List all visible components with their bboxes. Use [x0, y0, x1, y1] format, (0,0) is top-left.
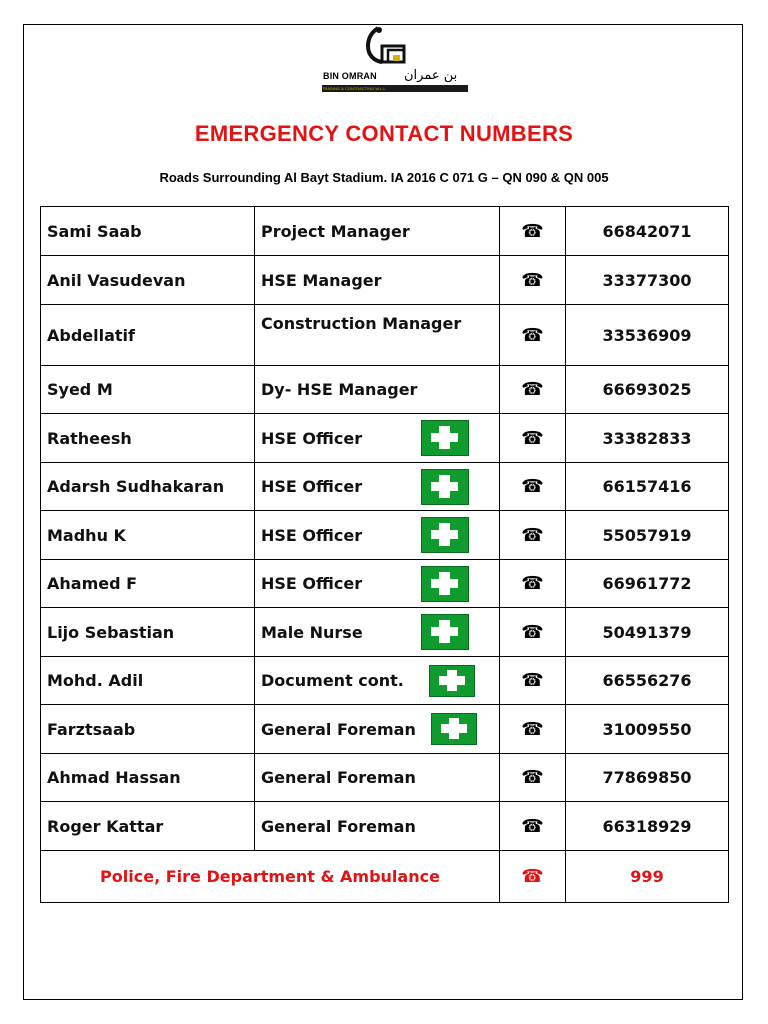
contact-role-text: HSE Officer — [261, 525, 363, 545]
contact-role — [255, 207, 500, 256]
contact-number[interactable]: 66693025 — [566, 366, 729, 414]
phone-icon: ☎ — [521, 476, 544, 497]
table-row — [41, 463, 729, 511]
contact-number[interactable]: 66157416 — [566, 463, 729, 511]
contact-role — [255, 560, 500, 608]
table-row — [41, 802, 729, 851]
contact-role — [255, 366, 500, 414]
phone-icon-cell — [500, 414, 566, 463]
contact-role-text: General Foreman — [261, 719, 416, 739]
phone-icon-cell — [500, 305, 566, 366]
first-aid-icon — [421, 420, 469, 456]
contact-role — [255, 256, 500, 305]
page-subtitle: Roads Surrounding Al Bayt Stadium. IA 2016 C 071 G – QN 090 & QN 005 — [159, 170, 609, 185]
table-row — [41, 511, 729, 560]
page-title: EMERGENCY CONTACT NUMBERS — [194, 121, 574, 146]
contact-name: Ahamed F — [41, 560, 255, 608]
contact-name: Madhu K — [41, 511, 255, 560]
phone-icon-cell — [500, 608, 566, 657]
table-row — [41, 414, 729, 463]
contact-number[interactable]: 66318929 — [566, 802, 729, 851]
contact-role-text: Document cont. — [261, 671, 404, 690]
contact-name: Sami Saab — [41, 207, 255, 256]
company-logo — [318, 24, 470, 98]
phone-icon: ☎ — [521, 524, 544, 546]
contact-name: Abdellatif — [41, 305, 255, 366]
phone-icon: ☎ — [521, 324, 544, 346]
table-row — [41, 560, 729, 608]
contact-role-text: HSE Officer — [261, 428, 363, 448]
contact-number[interactable]: 55057919 — [566, 511, 729, 560]
phone-icon: ☎ — [521, 815, 544, 837]
contact-number[interactable]: 33377300 — [566, 256, 729, 305]
first-aid-icon — [421, 566, 469, 602]
contact-number[interactable]: 33536909 — [566, 305, 729, 366]
contact-name: Syed M — [41, 366, 255, 414]
contact-number[interactable]: 77869850 — [566, 754, 729, 802]
contact-name: Adarsh Sudhakaran — [41, 463, 255, 511]
contact-role-text: Project Manager — [261, 221, 410, 241]
emergency-label: Police, Fire Department & Ambulance — [41, 851, 500, 903]
contact-name: Roger Kattar — [41, 802, 255, 851]
logo-arabic-name: بن عمران — [404, 68, 458, 83]
contact-name: Ratheesh — [41, 414, 255, 463]
contact-role — [255, 754, 500, 802]
contact-role — [255, 414, 500, 463]
phone-icon-cell — [500, 463, 566, 511]
phone-icon-cell — [500, 705, 566, 754]
phone-icon-cell — [500, 657, 566, 705]
contact-name: Ahmad Hassan — [41, 754, 255, 802]
phone-icon-cell — [500, 511, 566, 560]
contact-role — [255, 608, 500, 657]
first-aid-icon — [429, 665, 475, 697]
contact-role-text: General Foreman — [261, 816, 416, 836]
phone-icon-cell — [500, 366, 566, 414]
logo-name: BIN OMRAN — [323, 71, 377, 81]
logo-tagline: TRADING & CONTRACTING W.L.L. — [322, 85, 468, 92]
contact-name: Farztsaab — [41, 705, 255, 754]
phone-icon: ☎ — [521, 269, 544, 291]
phone-icon: ☎ — [521, 866, 544, 887]
phone-icon: ☎ — [521, 670, 544, 691]
table-row — [41, 705, 729, 754]
contact-number[interactable]: 66556276 — [566, 657, 729, 705]
contact-role — [255, 802, 500, 851]
contact-number[interactable]: 66842071 — [566, 207, 729, 256]
contact-role — [255, 305, 500, 366]
first-aid-icon — [431, 713, 477, 745]
contact-number[interactable]: 50491379 — [566, 608, 729, 657]
emergency-number[interactable]: 999 — [566, 851, 729, 903]
contact-role-text: HSE Officer — [261, 477, 363, 496]
phone-icon-cell — [500, 256, 566, 305]
table-row — [41, 754, 729, 802]
contact-role — [255, 463, 500, 511]
contact-number[interactable]: 33382833 — [566, 414, 729, 463]
phone-icon: ☎ — [521, 220, 544, 242]
contact-role-text: Male Nurse — [261, 622, 363, 642]
first-aid-icon — [421, 517, 469, 553]
table-row — [41, 657, 729, 705]
phone-icon: ☎ — [521, 573, 544, 594]
phone-icon-cell — [500, 802, 566, 851]
contact-name: Mohd. Adil — [41, 657, 255, 705]
contact-name: Anil Vasudevan — [41, 256, 255, 305]
table-row — [41, 305, 729, 366]
table-row — [41, 366, 729, 414]
contact-role-text: Dy- HSE Manager — [261, 380, 418, 399]
contact-name: Lijo Sebastian — [41, 608, 255, 657]
first-aid-icon — [421, 469, 469, 505]
contact-role — [255, 705, 500, 754]
phone-icon-cell — [500, 560, 566, 608]
contact-role-text: HSE Manager — [261, 270, 382, 290]
table-row — [41, 256, 729, 305]
phone-icon-cell — [500, 207, 566, 256]
contact-role-text: General Foreman — [261, 768, 416, 787]
contact-number[interactable]: 31009550 — [566, 705, 729, 754]
contacts-table — [40, 206, 729, 903]
contact-role-text: HSE Officer — [261, 574, 363, 593]
table-row — [41, 608, 729, 657]
first-aid-icon — [421, 614, 469, 650]
phone-icon: ☎ — [521, 427, 544, 449]
phone-icon: ☎ — [521, 379, 544, 400]
contact-role — [255, 657, 500, 705]
contact-number[interactable]: 66961772 — [566, 560, 729, 608]
contact-role-text: Construction Manager — [261, 314, 462, 333]
contact-role — [255, 511, 500, 560]
phone-icon: ☎ — [521, 718, 544, 740]
table-row — [41, 207, 729, 256]
phone-icon-cell — [500, 754, 566, 802]
emergency-row — [41, 851, 729, 903]
phone-icon: ☎ — [521, 767, 544, 788]
phone-icon: ☎ — [521, 621, 544, 643]
phone-icon-cell — [500, 851, 566, 903]
